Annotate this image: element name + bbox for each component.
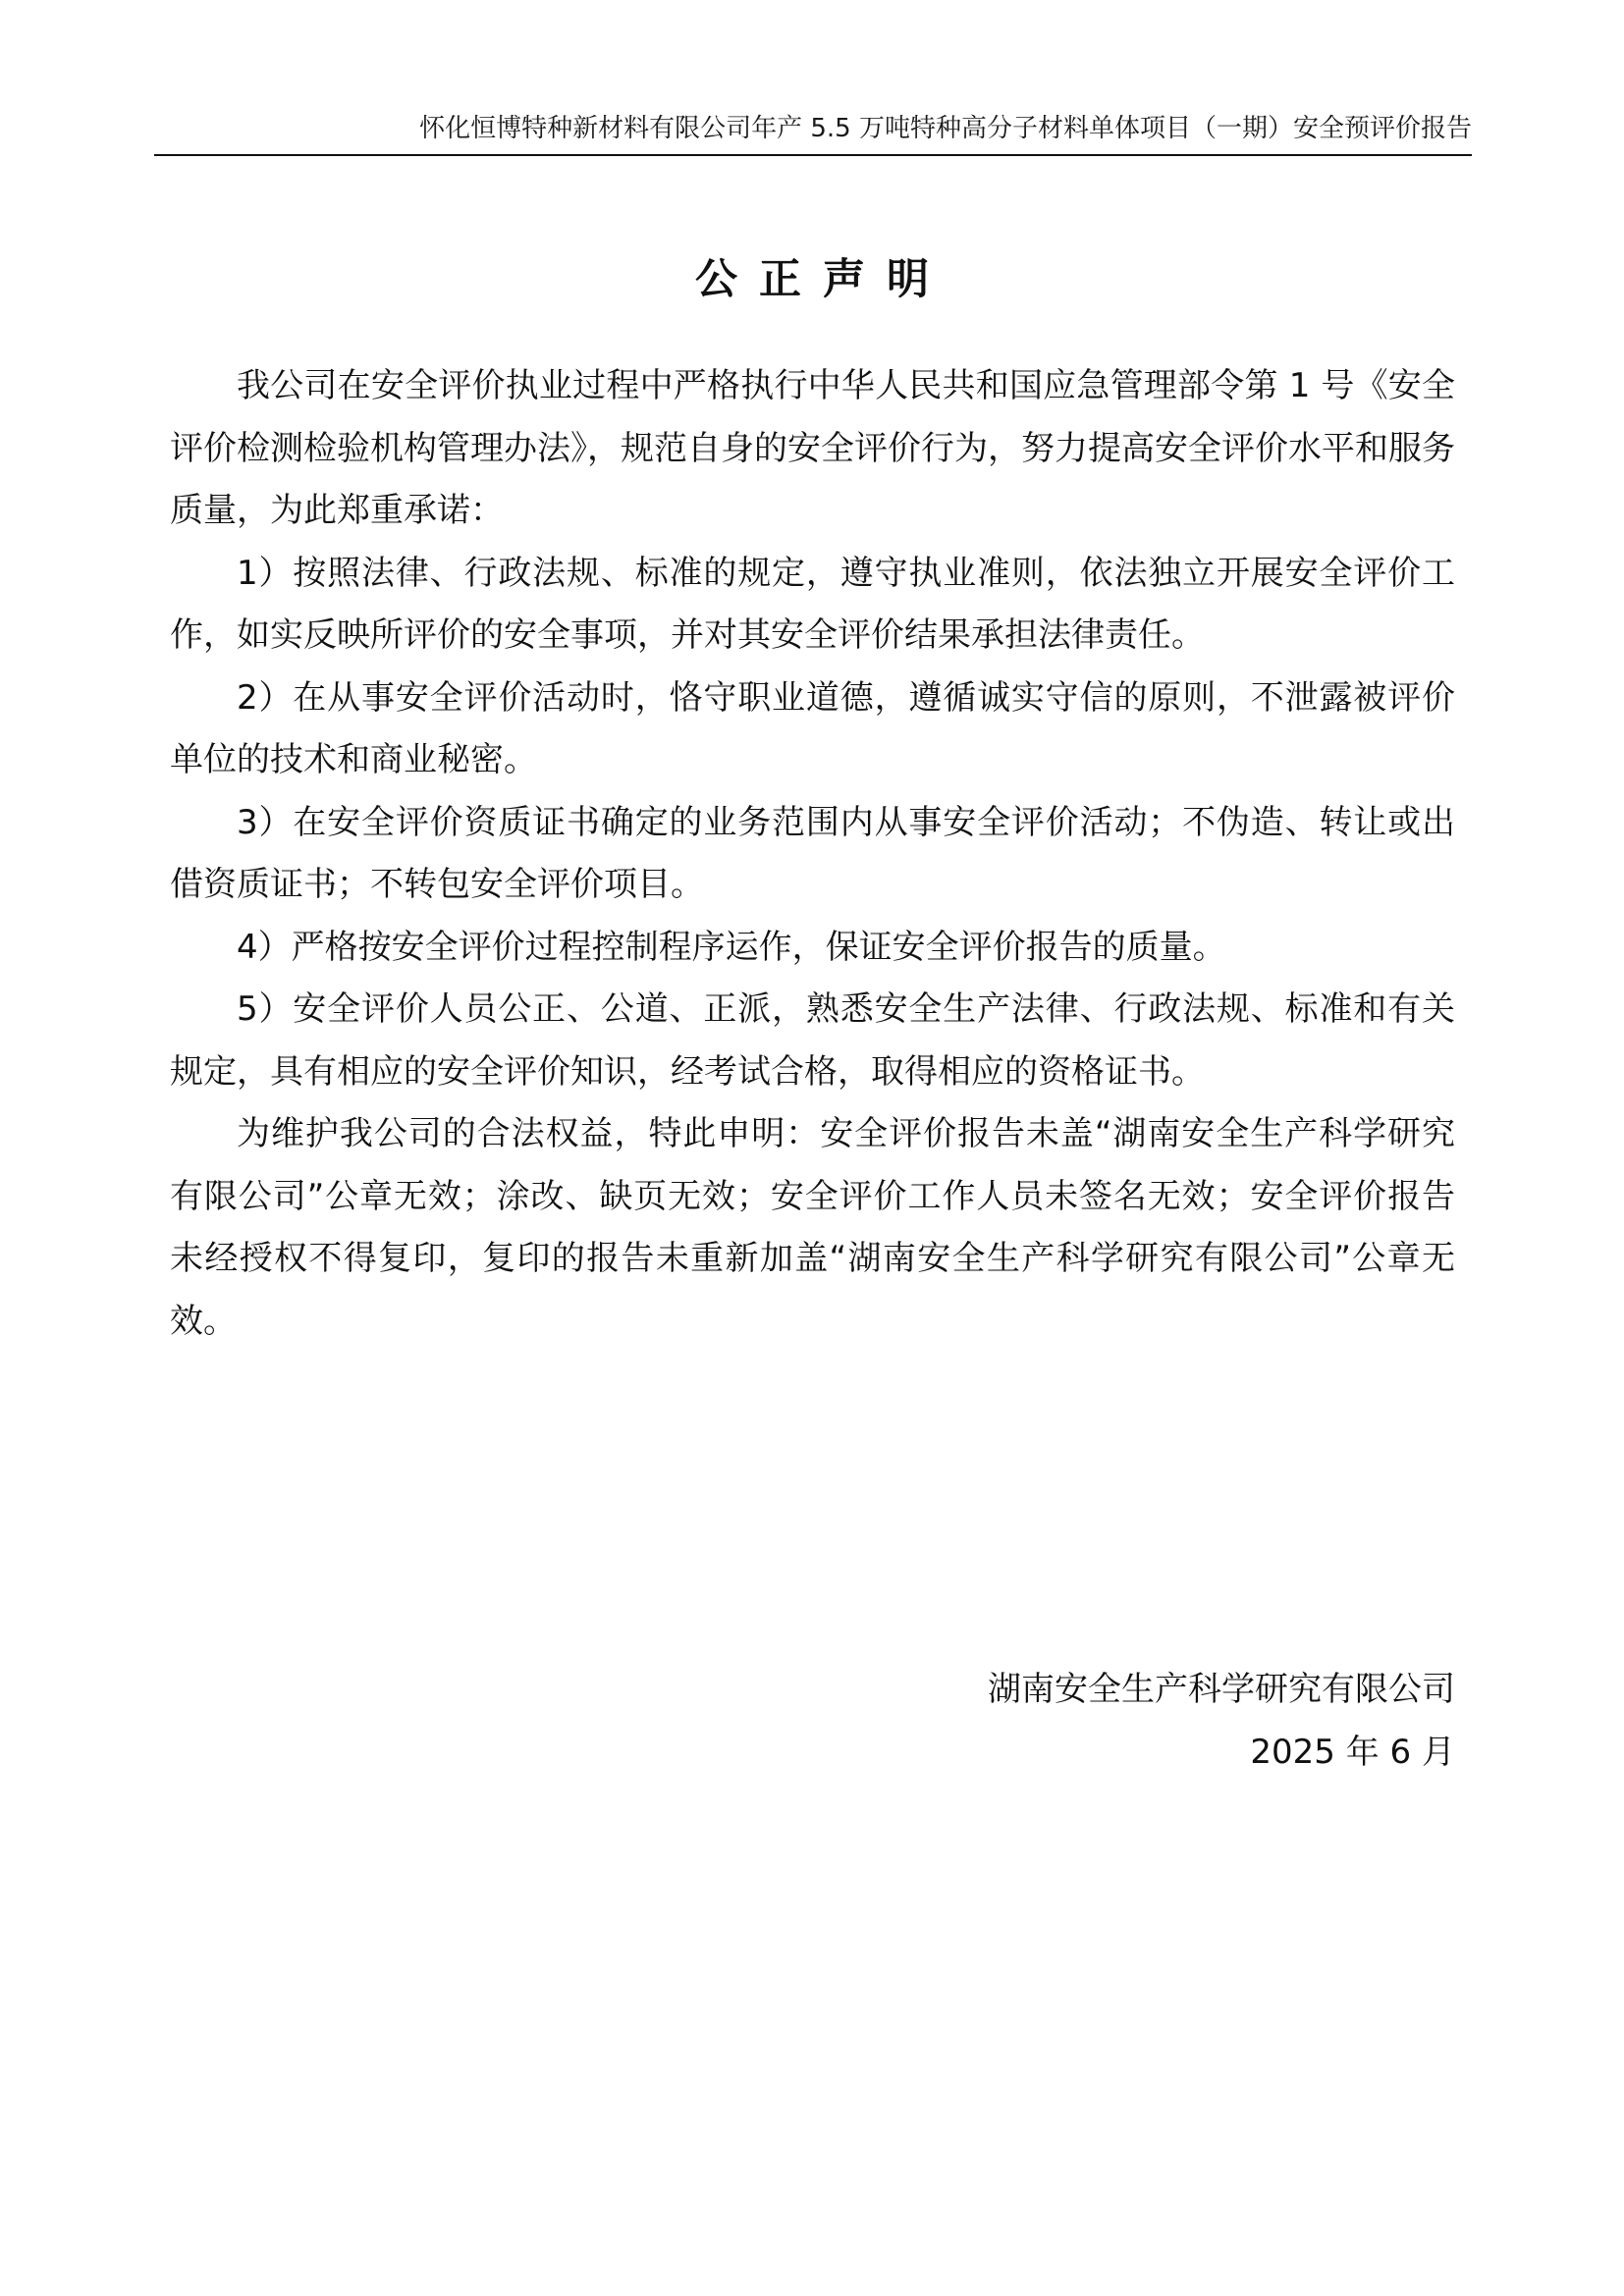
signature-date: 2025 年 6 月 — [1250, 1733, 1455, 1772]
commitment-2: 2）在从事安全评价活动时，恪守职业道德，遵循诚实守信的原则，不泄露被评价单位的技术和商业秘密。 — [170, 677, 1455, 779]
page-title: 公正声明 — [695, 255, 950, 304]
declaration-paragraph: 为维护我公司的合法权益，特此申明：安全评价报告未盖“湖南安全生产科学研究有限公司”公章无效；涂改、缺页无效；安全评价工作人员未签名无效；安全评价报告未经授权不得复印，复印的报告未重新加盖“湖南安全生产科学研究有限公司”公章无效。 — [170, 1114, 1455, 1341]
intro-paragraph: 我公司在安全评价执业过程中严格执行中华人民共和国应急管理部令第 1 号《安全评价检测检验机构管理办法》，规范自身的安全评价行为，努力提高安全评价水平和服务质量，为此郑重承诺： — [170, 366, 1455, 530]
commitment-4: 4）严格按安全评价过程控制程序运作，保证安全评价报告的质量。 — [237, 927, 1226, 967]
statement-body — [170, 355, 1455, 1353]
signature-block — [988, 1658, 1455, 1784]
commitment-3: 3）在安全评价资质证书确定的业务范围内从事安全评价活动；不伪造、转让或出借资质证书；不转包安全评价项目。 — [170, 802, 1455, 904]
signature-company: 湖南安全生产科学研究有限公司 — [988, 1670, 1455, 1709]
running-header: 怀化恒博特种新材料有限公司年产 5.5 万吨特种高分子材料单体项目（一期）安全预评价报告 — [419, 114, 1472, 143]
commitment-5: 5）安全评价人员公正、公道、正派，熟悉安全生产法律、行政法规、标准和有关规定，具有相应的安全评价知识，经考试合格，取得相应的资格证书。 — [170, 989, 1455, 1092]
commitment-1: 1）按照法律、行政法规、标准的规定，遵守执业准则，依法独立开展安全评价工作，如实反映所评价的安全事项，并对其安全评价结果承担法律责任。 — [170, 553, 1455, 655]
header-divider — [154, 154, 1472, 156]
